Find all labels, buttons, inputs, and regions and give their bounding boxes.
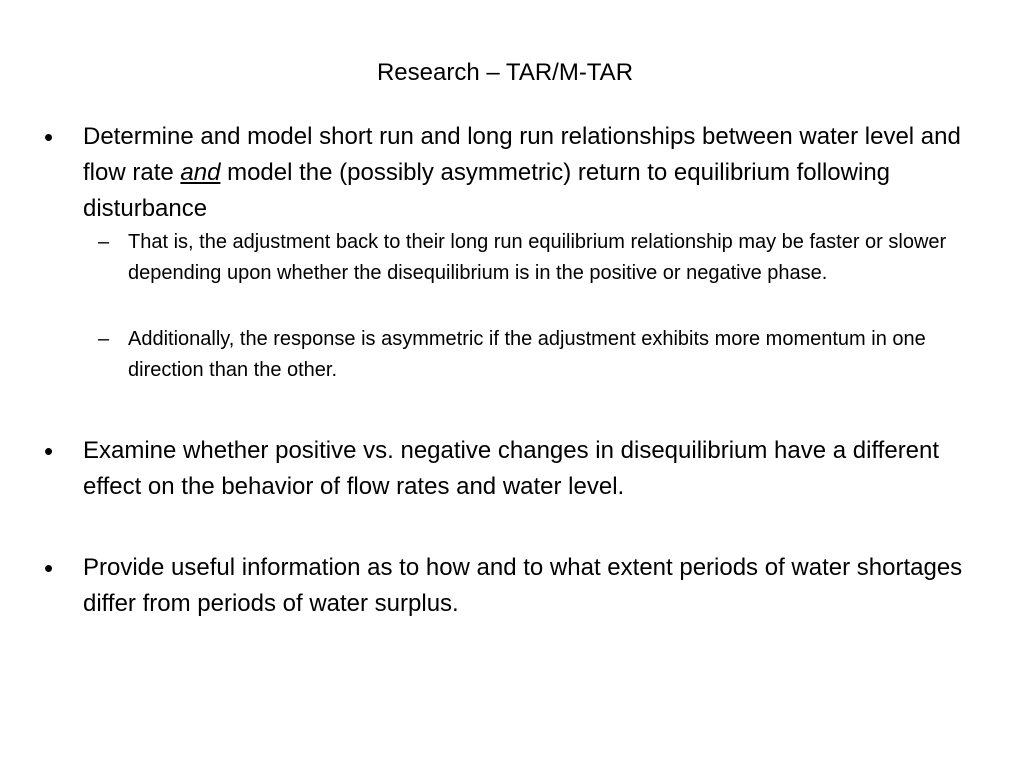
sub-bullet-marker: – xyxy=(98,328,110,350)
bullet-text: Examine whether positive vs. negative changes in disequilibrium have a different effect on the behavior of flow rates and water level. xyxy=(83,437,940,500)
bullet-marker: • xyxy=(44,436,54,466)
sub-bullet-marker: – xyxy=(98,231,110,253)
slide-title: Research – TAR/M-TAR xyxy=(376,59,634,86)
bullet-emphasis: and xyxy=(180,159,221,186)
bullet-text-part: Determine and model short run and long run relationships between water level and flow rate xyxy=(83,123,961,186)
bullet-text: Provide useful information as to how and to what extent periods of water shortages differ from periods of water surplus. xyxy=(83,554,963,617)
bullet-marker: • xyxy=(44,122,54,152)
sub-bullet-text: That is, the adjustment back to their long run equilibrium relationship may be faster or slower depending upon whether the disequilibrium is in the positive or negative phase. xyxy=(128,231,947,284)
bullet-marker: • xyxy=(44,553,54,583)
bullet-text xyxy=(83,119,993,227)
sub-bullet-text: Additionally, the response is asymmetric if the adjustment exhibits more momentum in one direction than the other. xyxy=(128,328,926,381)
bullet-text-part: model the (possibly asymmetric) return to equilibrium following disturbance xyxy=(83,159,891,222)
